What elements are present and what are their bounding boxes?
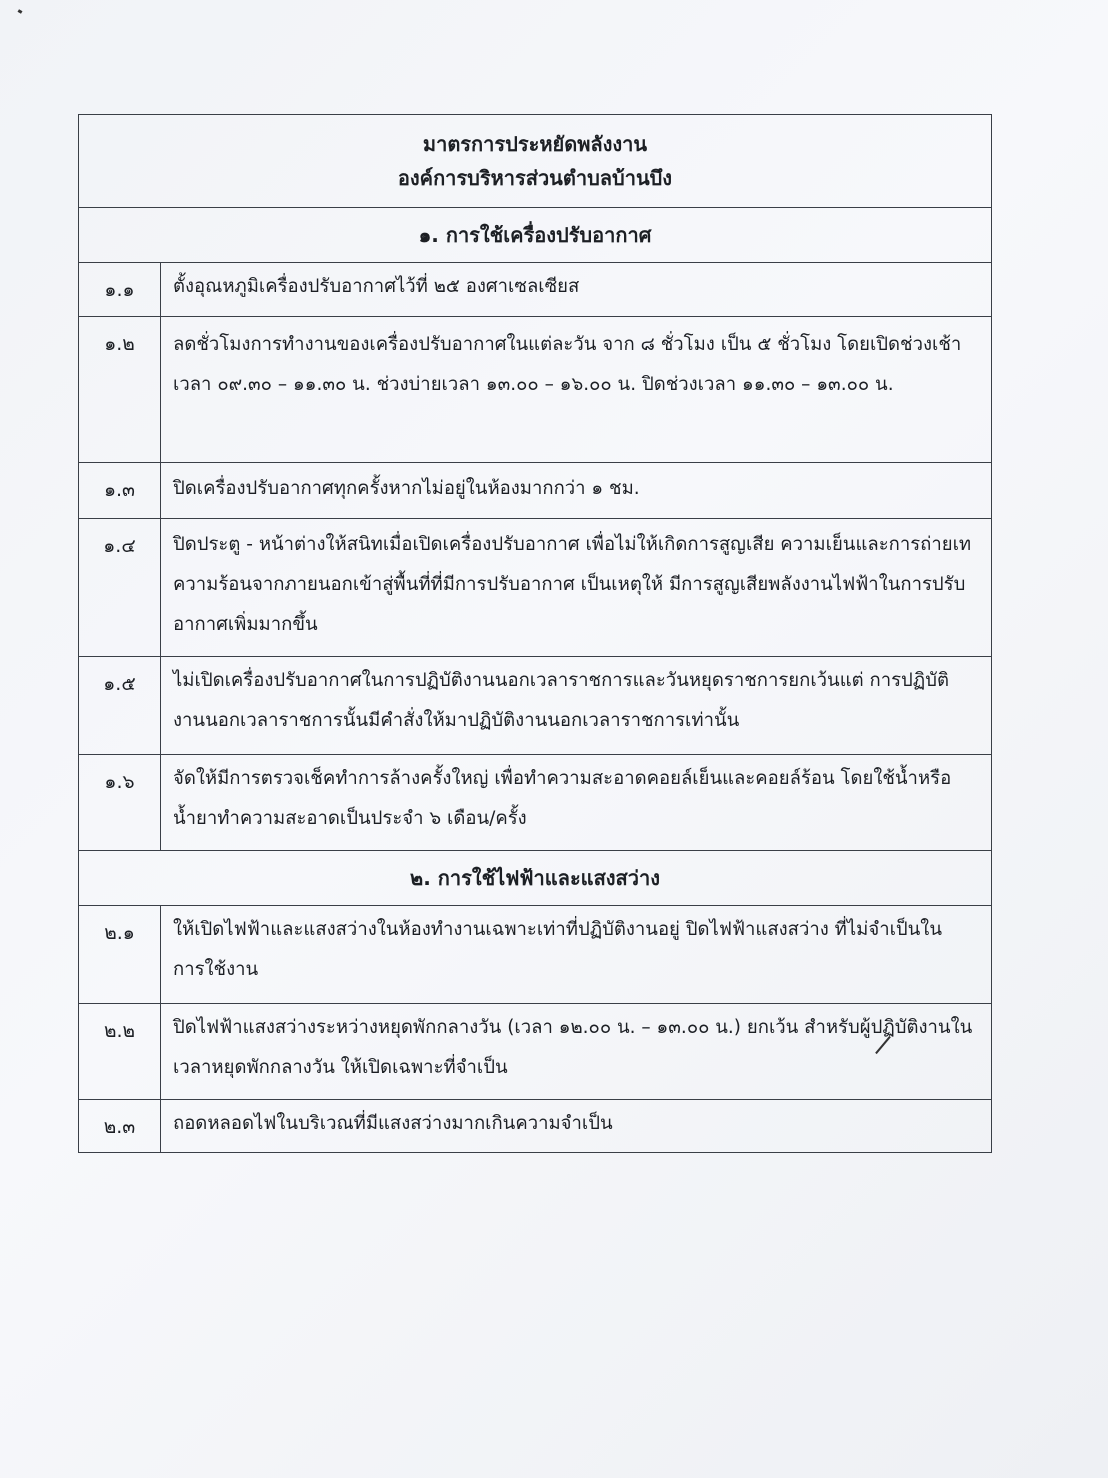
- item-number: ๒.๓: [79, 1100, 161, 1152]
- item-text: ไม่เปิดเครื่องปรับอากาศในการปฏิบัติงานนอกเวลาราชการและวันหยุดราชการยกเว้นแต่ การปฏิบัติงานนอกเวลาราชการนั้นมีคำสั่งให้มาปฏิบัติงานนอกเวลาราชการเท่านั้น: [173, 670, 949, 731]
- item-text: ปิดเครื่องปรับอากาศทุกครั้งหากไม่อยู่ในห้องมากกว่า ๑ ชม.: [173, 478, 640, 499]
- table-row: [79, 657, 991, 755]
- table-row: [79, 463, 991, 519]
- item-number: ๒.๒: [79, 1004, 161, 1099]
- item-text: ปิดประตู - หน้าต่างให้สนิทเมื่อเปิดเครื่องปรับอากาศ เพื่อไม่ให้เกิดการสูญเสีย ความเย็นและการถ่ายเทความร้อนจากภายนอกเข้าสู่พื้นที่ที่มีการปรับอากาศ เป็นเหตุให้ มีการสูญเสียพลังงานไฟฟ้าในการปรับอากาศเพิ่มมากขึ้น: [173, 534, 972, 635]
- title-line-2: องค์การบริหารส่วนตำบลบ้านบึง: [397, 166, 673, 190]
- section-heading-lighting: ๒. การใช้ไฟฟ้าและแสงสว่าง: [79, 851, 991, 906]
- item-number: ๒.๑: [79, 906, 161, 1003]
- item-number: ๑.๖: [79, 755, 161, 850]
- table-row: [79, 317, 991, 463]
- item-text: ตั้งอุณหภูมิเครื่องปรับอากาศไว้ที่ ๒๕ องศาเซลเซียส: [173, 276, 580, 297]
- item-number: ๑.๔: [79, 519, 161, 656]
- item-text: ปิดไฟฟ้าแสงสว่างระหว่างหยุดพักกลางวัน (เวลา ๑๒.๐๐ น. – ๑๓.๐๐ น.) ยกเว้น สำหรับผู้ปฏิบัติงานในเวลาหยุดพักกลางวัน ให้เปิดเฉพาะที่จำเป็น: [173, 1017, 973, 1078]
- table-row: [79, 263, 991, 317]
- corner-mark: [18, 9, 23, 14]
- measures-table: [78, 114, 992, 1153]
- item-number: ๑.๒: [79, 317, 161, 462]
- section-heading-air-conditioning: ๑. การใช้เครื่องปรับอากาศ: [79, 208, 991, 263]
- item-number: ๑.๕: [79, 657, 161, 754]
- item-text: ลดชั่วโมงการทำงานของเครื่องปรับอากาศในแต่ละวัน จาก ๘ ชั่วโมง เป็น ๕ ชั่วโมง โดยเปิดช่วงเช้าเวลา ๐๙.๓๐ – ๑๑.๓๐ น. ช่วงบ่ายเวลา ๑๓.๐๐ – ๑๖.๐๐ น. ปิดช่วงเวลา ๑๑.๓๐ – ๑๓.๐๐ น.: [173, 334, 962, 395]
- table-row: [79, 906, 991, 1004]
- item-text: จัดให้มีการตรวจเช็คทำการล้างครั้งใหญ่ เพื่อทำความสะอาดคอยล์เย็นและคอยล์ร้อน โดยใช้น้ำหรือน้ำยาทำความสะอาดเป็นประจำ ๖ เดือน/ครั้ง: [173, 768, 952, 829]
- table-row: [79, 1004, 991, 1100]
- item-number: ๑.๓: [79, 463, 161, 518]
- document-title: [79, 115, 991, 208]
- item-text: ให้เปิดไฟฟ้าและแสงสว่างในห้องทำงานเฉพาะเท่าที่ปฏิบัติงานอยู่ ปิดไฟฟ้าแสงสว่าง ที่ไม่จำเป็นในการใช้งาน: [173, 919, 942, 980]
- item-text: ถอดหลอดไฟในบริเวณที่มีแสงสว่างมากเกินความจำเป็น: [173, 1113, 613, 1134]
- table-row: [79, 1100, 991, 1152]
- item-number: ๑.๑: [79, 263, 161, 316]
- table-row: [79, 519, 991, 657]
- table-row: [79, 755, 991, 851]
- title-line-1: มาตรการประหยัดพลังงาน: [422, 132, 648, 156]
